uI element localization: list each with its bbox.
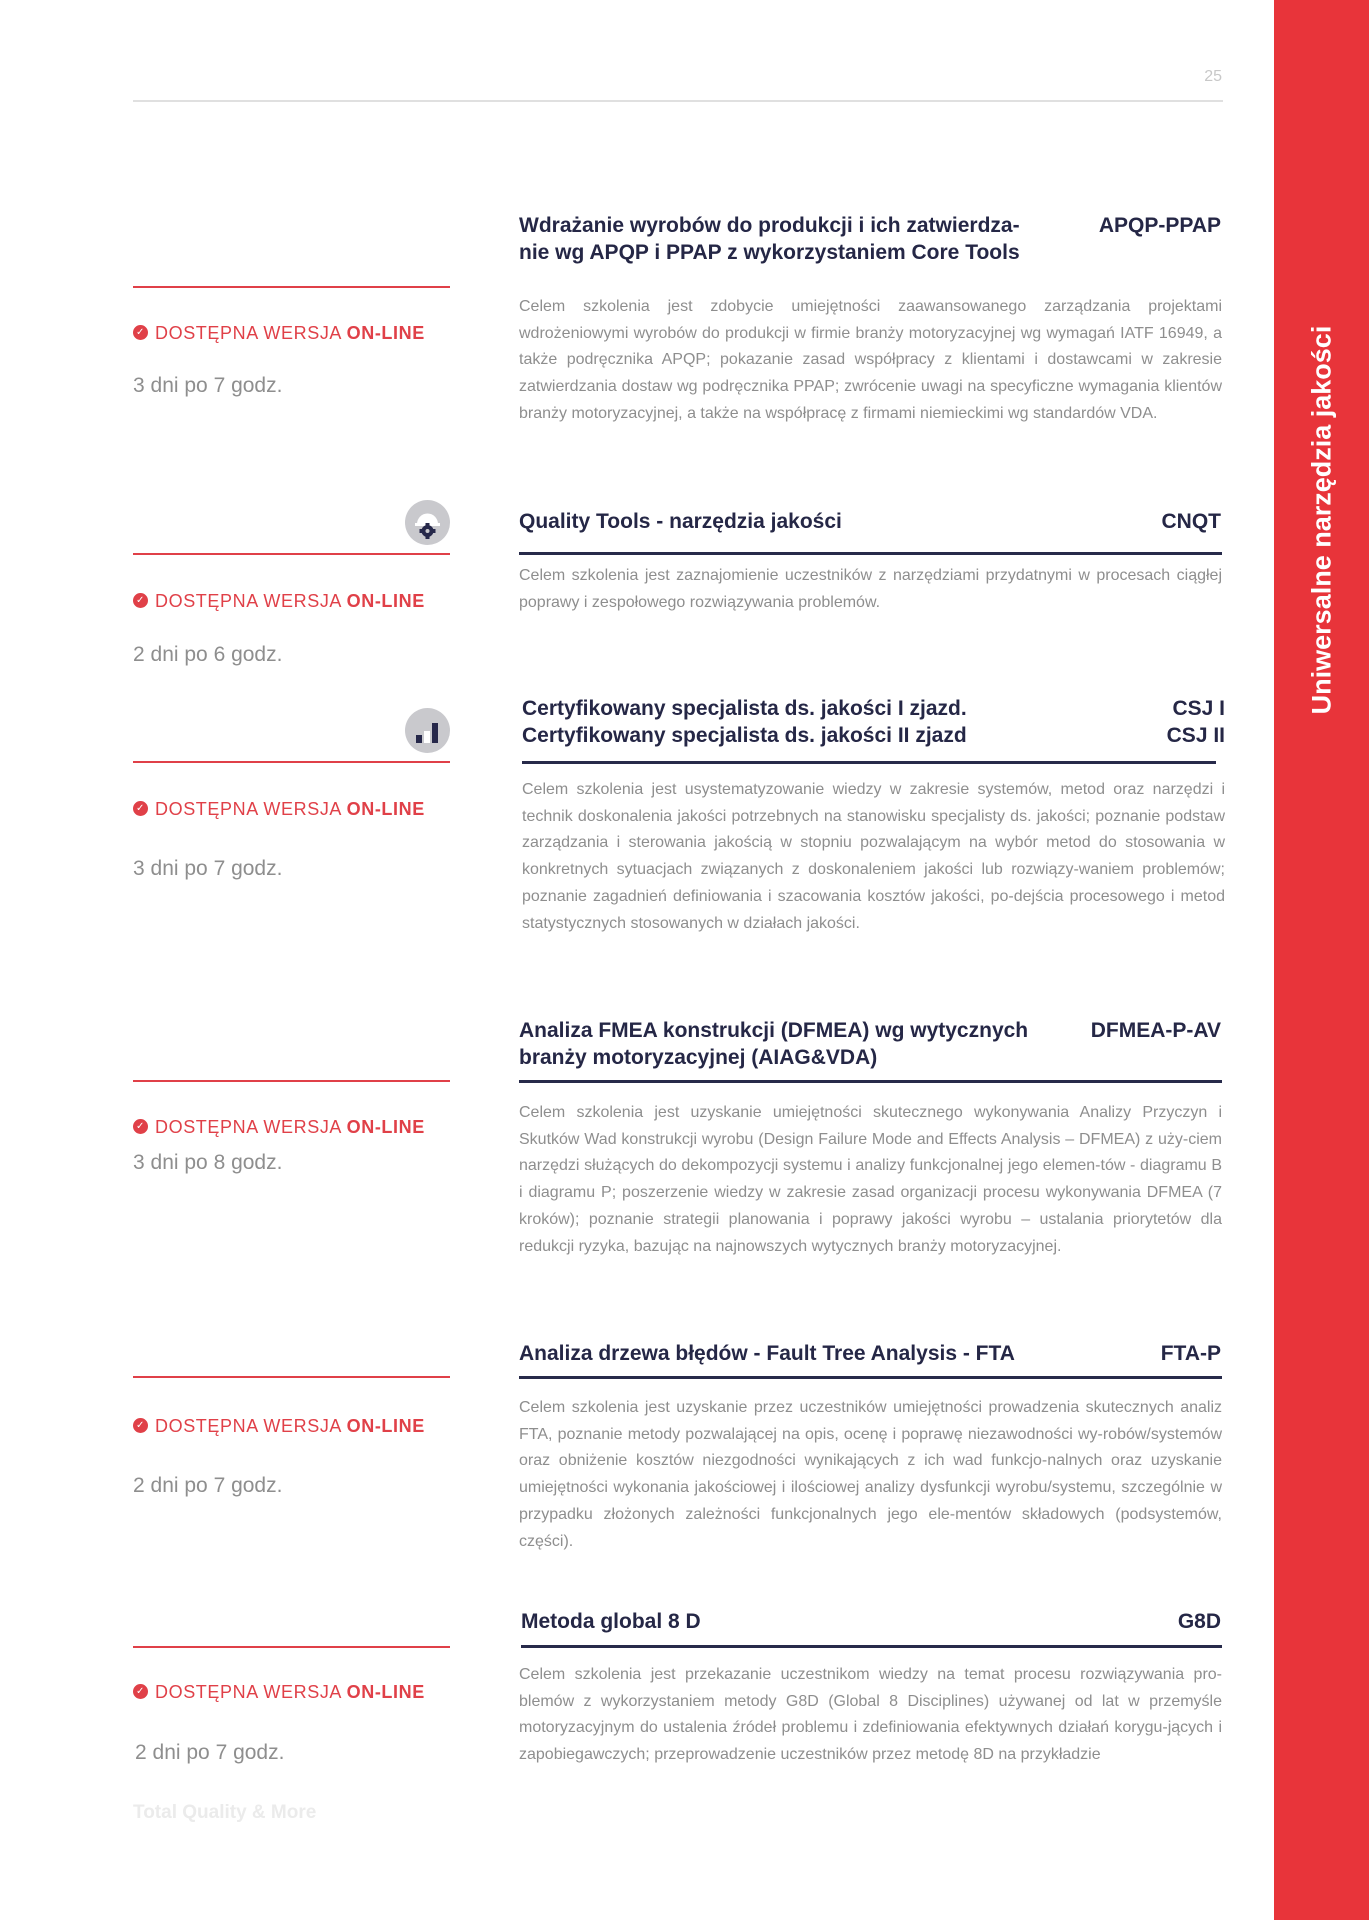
- check-circle-icon: ✓: [133, 1418, 148, 1433]
- course-code: CSJ I CSJ II: [1166, 697, 1225, 747]
- course-duration: 3 dni po 8 godz.: [133, 1151, 283, 1174]
- course-title: Quality Tools - narzędzia jakości: [519, 510, 842, 533]
- course-description: Celem szkolenia jest usystematyzowanie wiedzy w zakresie systemów, metod oraz narzędzi i technik doskonalenia jakości potrzebnych na stanowisku specjalisty ds. jakości; poznanie podstaw zarządzania i sterowania jakością w stopniu pozwalającym na wybór metod do stosowania w konkretnych sytuacjach związanych z doskonaleniem jakości lub rozwiązy-waniem problemów; poznanie zagadnień definiowania i szacowania kosztów jakości, po-dejścia procesowego i metod statystycznych stosowanych w działach jakości.: [522, 781, 1225, 932]
- left-divider: [133, 553, 450, 555]
- side-accent-bar: [1274, 0, 1369, 1920]
- course-description: Celem szkolenia jest przekazanie uczestnikom wiedzy na temat procesu rozwiązywania pro-blemów z wykorzystaniem metody G8D (Global 8 Disciplines) używanej od lat w przemyśle motoryzacyjnym do ustalenia źródeł problemu i zdefiniowania efektywnych działań korygu-jących i zapobiegawczych; przeprowadzenie uczestników przez metodę 8D na przykładzie: [519, 1666, 1222, 1764]
- course-code: APQP-PPAP: [1098, 214, 1221, 237]
- header-divider: [133, 100, 1223, 102]
- title-underline: [522, 761, 1216, 764]
- course-description: Celem szkolenia jest uzyskanie przez uczestników umiejętności prowadzenia skutecznych analiz FTA, poznanie metody pozwalającej na opis, ocenę i poprawę niezawodności wy-robów/systemów oraz obniżenie kosztów niezgodności wynikających z ich wad funkcjo-nalnych oraz uzyskanie umiejętności wykonania jakościowej i ilościowej analizy dysfunkcji wyrobu/systemu, szczególnie w przypadku złożonych zależności funkcjonalnych jego ele-mentów składowych (podsystemów, części).: [519, 1399, 1222, 1550]
- course-duration: 2 dni po 7 godz.: [135, 1741, 285, 1764]
- course-title: Analiza FMEA konstrukcji (DFMEA) wg wytycznych branży motoryzacyjnej (AIAG&VDA): [519, 1019, 1029, 1069]
- title-underline: [519, 1080, 1222, 1083]
- check-circle-icon: ✓: [133, 1684, 148, 1699]
- online-version-badge: ✓ DOSTĘPNA WERSJA ON-LINE: [133, 1680, 425, 1704]
- left-divider: [133, 761, 450, 763]
- course-duration: 3 dni po 7 godz.: [133, 857, 283, 880]
- course-code: G8D: [1177, 1610, 1221, 1633]
- footer-brand: Total Quality & More: [133, 1802, 317, 1823]
- course-code: CNQT: [1161, 510, 1221, 533]
- check-circle-icon: ✓: [133, 801, 148, 816]
- left-divider: [133, 1376, 450, 1378]
- course-description: Celem szkolenia jest uzyskanie umiejętności skutecznego wykonywania Analizy Przyczyn i Skutków Wad konstrukcji wyrobu (Design Failure Mode and Effects Analysis – DFMEA) z uży-ciem narzędzi służących do dekompozycji systemu i analizy funkcjonalnej jego elemen-tów - diagramu B i diagramu P; poszerzenie wiedzy w zakresie zasad organizacji procesu wykonywania DFMEA (7 kroków); poznanie strategii planowania i poprawy jakości wyrobu – ustalania priorytetów dla redukcji ryzyka, bazując na najnowszych wytycznych branży motoryzacyjnej.: [519, 1104, 1222, 1255]
- check-circle-icon: ✓: [133, 1119, 148, 1134]
- bar-steps-icon: [405, 708, 450, 753]
- online-version-badge: ✓ DOSTĘPNA WERSJA ON-LINE: [133, 589, 425, 613]
- course-title: Metoda global 8 D: [521, 1610, 701, 1633]
- helmet-gear-icon: [405, 500, 450, 545]
- course-description: Celem szkolenia jest zdobycie umiejętności zaawansowanego zarządzania projektami wdrożeniowymi wyrobów do produkcji w firmie branży motoryzacyjnej wg wymagań IATF 16949, a także podręcznika APQP; pokazanie zasad współpracy z klientami i dostawcami w zakresie zatwierdzania dostaw wg podręcznika PPAP; zwrócenie uwagi na specyficzne wymagania klientów branży motoryzacyjnej, a także na współpracę z firmami niemieckimi wg standardów VDA.: [519, 298, 1222, 422]
- online-version-badge: ✓ DOSTĘPNA WERSJA ON-LINE: [133, 797, 425, 821]
- online-version-badge: ✓ DOSTĘPNA WERSJA ON-LINE: [133, 1414, 425, 1438]
- left-divider: [133, 1646, 450, 1648]
- course-code: DFMEA-P-AV: [1090, 1019, 1221, 1042]
- course-title: Analiza drzewa błędów - Fault Tree Analysis - FTA: [519, 1342, 1015, 1365]
- course-code: FTA-P: [1160, 1342, 1221, 1365]
- course-duration: 3 dni po 7 godz.: [133, 374, 283, 397]
- section-title-vertical: Uniwersalne narzędzia jakości: [1306, 325, 1337, 715]
- course-duration: 2 dni po 6 godz.: [133, 643, 283, 666]
- title-underline: [519, 1376, 1222, 1379]
- left-divider: [133, 1080, 450, 1082]
- online-version-badge: ✓ DOSTĘPNA WERSJA ON-LINE: [133, 321, 425, 345]
- course-title: Certyfikowany specjalista ds. jakości I zjazd. Certyfikowany specjalista ds. jakości II zjazd: [522, 697, 967, 747]
- course-title: Wdrażanie wyrobów do produkcji i ich zatwierdza- nie wg APQP i PPAP z wykorzystaniem Core Tools: [519, 214, 1020, 264]
- course-description: Celem szkolenia jest zaznajomienie uczestników z narzędziami przydatnymi w procesach ciągłej poprawy i zespołowego rozwiązywania problemów.: [519, 567, 1222, 611]
- check-circle-icon: ✓: [133, 593, 148, 608]
- title-underline: [519, 552, 1222, 555]
- left-divider: [133, 286, 450, 288]
- online-version-badge: ✓ DOSTĘPNA WERSJA ON-LINE: [133, 1115, 425, 1139]
- check-circle-icon: ✓: [133, 325, 148, 340]
- course-duration: 2 dni po 7 godz.: [133, 1474, 283, 1497]
- page-number: 25: [1204, 68, 1222, 85]
- title-underline: [521, 1645, 1222, 1648]
